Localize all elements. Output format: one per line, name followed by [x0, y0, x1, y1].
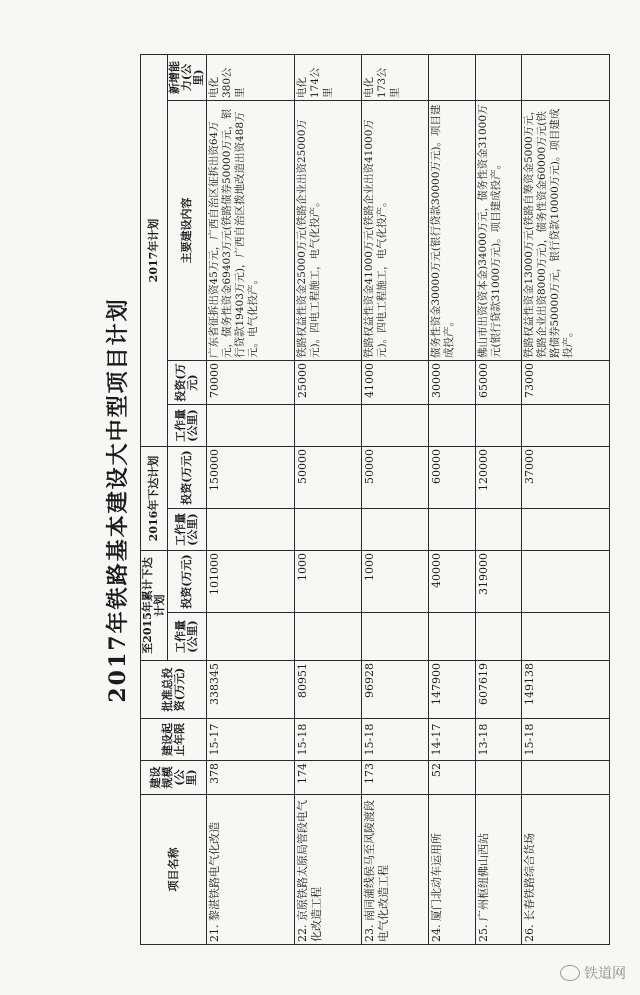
cum-workload-cell [294, 613, 361, 661]
y2016-investment-cell: 150000 [207, 447, 295, 509]
cum-investment-cell [522, 551, 610, 613]
y2016-investment-cell: 120000 [475, 447, 521, 509]
y2017-investment-cell: 25000 [294, 361, 361, 405]
total-investment-cell: 607619 [475, 661, 521, 719]
main-content-cell: 铁路权益性资金41000万元(铁路企业出资41000万元)。四电工程施工，电气化投产。 [362, 101, 429, 361]
y2017-workload-cell [429, 405, 475, 447]
cum-workload-cell [522, 613, 610, 661]
new-capacity-cell [429, 55, 475, 101]
main-content-cell: 铁路权益性资金13000万元(铁路自筹资金5000万元，铁路企业出资8000万元)，债务性资金60000万元(铁路债券50000万元，银行贷款10000万元)。项目建成投产。 [522, 101, 610, 361]
total-investment-cell: 96928 [362, 661, 429, 719]
y2016-workload-cell [475, 509, 521, 551]
total-investment-cell: 149138 [522, 661, 610, 719]
y2016-workload-cell [522, 509, 610, 551]
header-2017-plan: 2017年计划 [141, 55, 168, 447]
new-capacity-cell [522, 55, 610, 101]
project-name: 25. 广州枢纽佛山西站 [475, 795, 521, 945]
period-cell: 15-18 [522, 719, 610, 761]
scale-cell [522, 761, 610, 795]
cum-investment-cell: 1000 [294, 551, 361, 613]
header-main-content: 主要建设内容 [168, 101, 207, 361]
period-cell: 15-17 [207, 719, 295, 761]
cum-investment-cell: 101000 [207, 551, 295, 613]
project-name: 23. 南同蒲线侯马至风陵渡段电气化改造工程 [362, 795, 429, 945]
y2017-workload-cell [207, 405, 295, 447]
total-investment-cell: 80951 [294, 661, 361, 719]
project-name: 21. 黎湛铁路电气化改造 [207, 795, 295, 945]
header-2017-investment: 投资(万元) [168, 361, 207, 405]
main-content-cell: 佛山市出资(资本金)34000万元，债务性资金31000万元(银行贷款31000万元)。项目建成投产。 [475, 101, 521, 361]
cum-workload-cell [362, 613, 429, 661]
period-cell: 14-17 [429, 719, 475, 761]
new-capacity-cell: 电化174公里 [294, 55, 361, 101]
scale-cell: 174 [294, 761, 361, 795]
y2016-workload-cell [294, 509, 361, 551]
table-row [429, 55, 475, 945]
scale-cell: 52 [429, 761, 475, 795]
header-2016-investment: 投资(万元) [168, 447, 207, 509]
watermark-text: 铁道网 [584, 966, 626, 982]
header-total-investment: 批准总投资(万元) [141, 661, 207, 719]
cum-workload-cell [429, 613, 475, 661]
y2017-workload-cell [294, 405, 361, 447]
table-row [522, 55, 610, 945]
table-row [362, 55, 429, 945]
scale-cell: 378 [207, 761, 295, 795]
period-cell: 13-18 [475, 719, 521, 761]
y2017-investment-cell: 41000 [362, 361, 429, 405]
cum-workload-cell [475, 613, 521, 661]
main-content-cell: 铁路权益性资金25000万元(铁路企业出资25000万元)。四电工程施工，电气化投产。 [294, 101, 361, 361]
header-period: 建设起止年限 [141, 719, 207, 761]
project-name: 26. 长春铁路综合货场 [522, 795, 610, 945]
watermark [560, 963, 626, 983]
chat-bubble-icon [560, 965, 580, 981]
y2017-investment-cell: 70000 [207, 361, 295, 405]
y2017-workload-cell [522, 405, 610, 447]
table-row [207, 55, 295, 945]
header-cumulative-plan: 至2015年累计下达计划 [141, 551, 168, 661]
new-capacity-cell: 电化173公里 [362, 55, 429, 101]
header-cum-workload: 工作量(公里) [168, 613, 207, 661]
project-name: 22. 京原铁路太原局管段电气化改造工程 [294, 795, 361, 945]
cum-investment-cell: 319000 [475, 551, 521, 613]
y2017-investment-cell: 65000 [475, 361, 521, 405]
cum-workload-cell [207, 613, 295, 661]
header-cum-investment: 投资(万元) [168, 551, 207, 613]
y2016-investment-cell: 50000 [362, 447, 429, 509]
y2016-workload-cell [207, 509, 295, 551]
total-investment-cell: 338345 [207, 661, 295, 719]
cum-investment-cell: 40000 [429, 551, 475, 613]
header-new-capacity: 新增能力(公里) [168, 55, 207, 101]
y2016-workload-cell [429, 509, 475, 551]
period-cell: 15-18 [362, 719, 429, 761]
main-content-cell: 广东省征拆出资45万元，广西自治区征拆出资64万元，债务性资金69403万元(铁路债券50000万元，银行贷款19403万元)，广西自治区拨地改造出资488万元。电气化投产。 [207, 101, 295, 361]
y2016-investment-cell: 50000 [294, 447, 361, 509]
new-capacity-cell: 电化380公里 [207, 55, 295, 101]
header-scale: 建设规模(公里) [141, 761, 207, 795]
y2016-investment-cell: 37000 [522, 447, 610, 509]
new-capacity-cell [475, 55, 521, 101]
cum-investment-cell: 1000 [362, 551, 429, 613]
y2016-investment-cell: 60000 [429, 447, 475, 509]
y2017-investment-cell: 30000 [429, 361, 475, 405]
total-investment-cell: 147900 [429, 661, 475, 719]
document-title: 2017年铁路基本建设大中型项目计划 [105, 297, 131, 703]
y2016-workload-cell [362, 509, 429, 551]
header-2016-plan: 2016年下达计划 [141, 447, 168, 551]
y2017-workload-cell [362, 405, 429, 447]
period-cell: 15-18 [294, 719, 361, 761]
document-page [100, 55, 640, 945]
header-2017-workload: 工作量(公里) [168, 405, 207, 447]
main-content-cell: 债务性资金30000万元(银行贷款30000万元)。项目建成投产。 [429, 101, 475, 361]
header-name: 项目名称 [141, 795, 207, 945]
project-plan-table [140, 54, 610, 945]
project-name: 24. 厦门北动车运用所 [429, 795, 475, 945]
header-2016-workload: 工作量(公里) [168, 509, 207, 551]
y2017-workload-cell [475, 405, 521, 447]
table-row [294, 55, 361, 945]
y2017-investment-cell: 73000 [522, 361, 610, 405]
scale-cell: 173 [362, 761, 429, 795]
table-row [475, 55, 521, 945]
scale-cell [475, 761, 521, 795]
